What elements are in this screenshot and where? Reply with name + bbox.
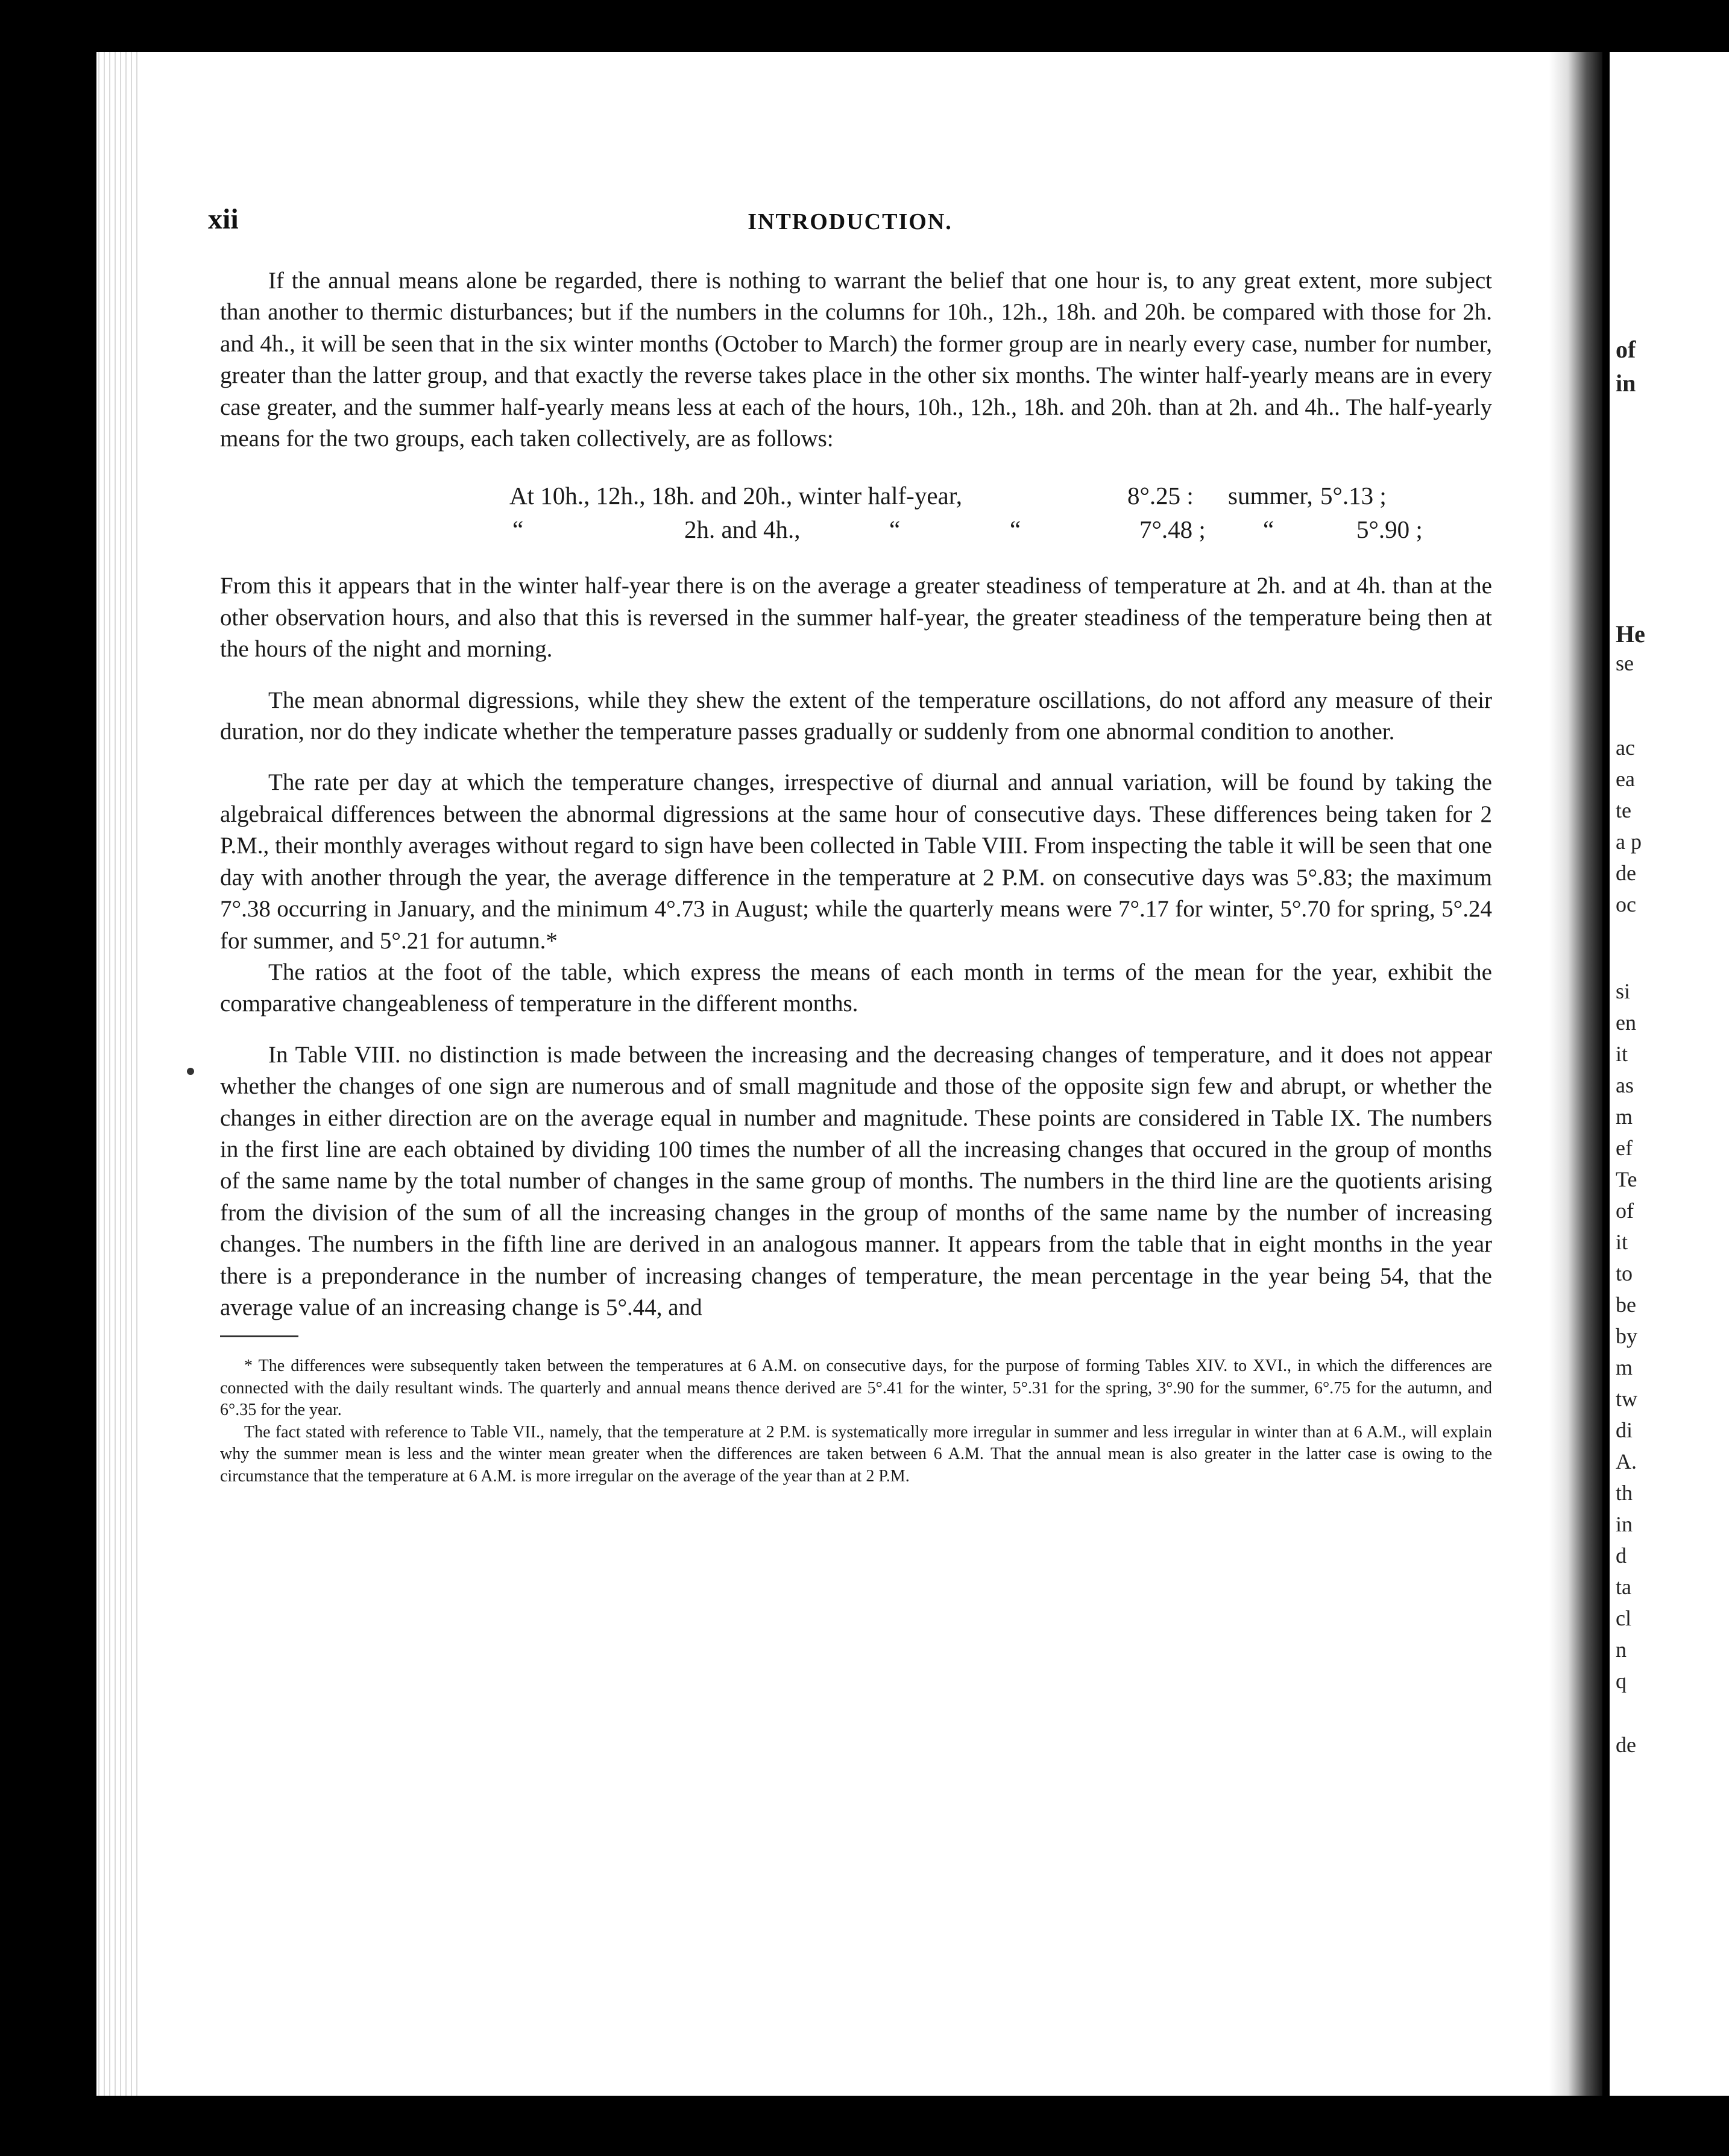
facing-fragment: be [1616, 1293, 1636, 1317]
facing-fragment: te [1616, 798, 1631, 822]
facing-fragment: di [1616, 1418, 1633, 1442]
facing-fragment: tw [1616, 1387, 1637, 1411]
formula-row-1-summer-label: summer, [1228, 482, 1313, 510]
facing-fragment: ef [1616, 1136, 1633, 1160]
facing-fragment: si [1616, 979, 1631, 1003]
facing-fragment: of [1616, 1199, 1634, 1223]
formula-row-2-summer: 5°.90 ; [1356, 515, 1423, 544]
facing-fragment: A. [1616, 1449, 1637, 1474]
paragraph-5: The ratios at the foot of the table, which express the means of each month in terms of the mean for the year, exhibit the comparative changeableness of temperature in the different months. [220, 959, 1492, 1017]
facing-fragment: ta [1616, 1575, 1631, 1599]
formula-row-1-winter: 8°.25 : [1127, 482, 1194, 510]
formula-row-2 [220, 512, 1492, 546]
facing-fragment: it [1616, 1042, 1628, 1066]
facing-fragment: en [1616, 1010, 1636, 1035]
formula-row-2-ditto: “ [512, 515, 524, 544]
facing-fragment: d [1616, 1543, 1627, 1568]
footnotes [220, 1355, 1492, 1487]
formula-row-2-lead: 2h. and 4h., [684, 515, 801, 544]
facing-fragment: to [1616, 1261, 1633, 1285]
footnote-rule [220, 1335, 298, 1337]
body-text [220, 265, 1492, 1487]
facing-fragment: Te [1616, 1167, 1637, 1191]
paragraph-4: The rate per day at which the temperature changes, irrespective of diurnal and annual variation, will be found by taking the algebraical differences between the abnormal digressions at the same hour of consecutive days. These differences being taken for 2 P.M., their monthly averages without regard to sign have been collected in Table VIII. From inspecting the table it will be seen that one day with another through the year, the average difference in the temperature at 2 P.M. on consecutive days was 5°.83; the maximum 7°.38 occurring in January, and the minimum 4°.73 in August; while the quarterly means were 7°.17 for winter, 5°.70 for spring, 5°.24 for summer, and 5°.21 for autumn.* [220, 769, 1492, 954]
facing-fragment: m [1616, 1105, 1633, 1129]
formula-row-1-summer: 5°.13 ; [1320, 482, 1387, 510]
page-header [208, 203, 1492, 245]
half-yearly-means [220, 479, 1492, 546]
facing-fragment: as [1616, 1073, 1634, 1097]
facing-fragment: ac [1616, 736, 1635, 760]
facing-fragment: m [1616, 1355, 1633, 1379]
facing-fragment: by [1616, 1324, 1637, 1348]
facing-fragment: He [1616, 620, 1645, 648]
formula-row-2-ditto: “ [889, 515, 901, 544]
stray-mark [187, 1068, 194, 1075]
facing-fragment: n [1616, 1637, 1627, 1662]
facing-fragment: th [1616, 1481, 1633, 1505]
facing-fragment: de [1616, 861, 1636, 885]
facing-fragment: ea [1616, 767, 1635, 791]
footnote-2: The fact stated with reference to Table VII., namely, that the temperature at 2 P.M. is systematically more irregular in summer and less irregular in winter than at 6 A.M., will explain why the summer mean is less and the winter mean greater when the differences are taken between 6 A.M. That the annual mean is also greater in the latter case is owing to the circumstance that the temperature at 6 A.M. is more irregular on the average of the year than at 2 P.M. [220, 1422, 1492, 1486]
facing-fragment: of [1616, 336, 1636, 363]
paragraph-3: The mean abnormal digressions, while they shew the extent of the temperature oscillations, do not afford any measure of their duration, nor do they indicate whether the temperature passes gradually or suddenly from one abnormal condition to another. [220, 687, 1492, 745]
paragraph-6: In Table VIII. no distinction is made between the increasing and the decreasing changes of temperature, and it does not appear whether the changes of one sign are numerous and of small magnitude and those of the opposite sign few and abrupt, or whether the changes in either direction are on the average equal in number and magnitude. These points are considered in Table IX. The numbers in the first line are each obtained by dividing 100 times the number of all the increasing changes that occured in the group of months of the same name by the total number of changes in the same group of months. The numbers in the third line are the quotients arising from the division of the sum of all the increasing changes in the group of months of the same name by the number of increasing changes. The numbers in the fifth line are derived in an analogous manner. It appears from the table that in eight months in the year there is a preponderance in the number of increasing changes of temperature, the mean percentage in the year being 54, that the average value of an increasing change is 5°.44, and [220, 1041, 1492, 1320]
facing-fragment: oc [1616, 892, 1636, 916]
page-number: xii [208, 203, 239, 235]
binding-gutter [1549, 52, 1602, 2096]
facing-fragment: de [1616, 1733, 1636, 1757]
paragraph-2: From this it appears that in the winter half-year there is on the average a greater steadiness of temperature at 2h. and at 4h. than at the other observation hours, and also that this is reversed in the summer half-year, the greater steadiness of the temperature being then at the hours of the night and morning. [220, 573, 1492, 663]
facing-fragment: cl [1616, 1606, 1631, 1630]
paragraph-1: If the annual means alone be regarded, there is nothing to warrant the belief that one hour is, to any great extent, more subject than another to thermic disturbances; but if the numbers in the columns for 10h., 12h., 18h. and 20h. be compared with those for 2h. and 4h., it will be seen that in the six winter months (October to March) the former group are in nearly every case, number for number, greater than the latter group, and that exactly the reverse takes place in the other six months. The winter half-yearly means are in every case greater, and the summer half-yearly means less at each of the hours, 10h., 12h., 18h. and 20h. than at 2h. and 4h.. The half-yearly means for the two groups, each taken collectively, are as follows: [220, 268, 1492, 452]
formula-row-2-ditto: “ [1010, 515, 1021, 544]
formula-row-2-ditto: “ [1263, 515, 1274, 544]
footnote-1: * The differences were subsequently taken between the temperatures at 6 A.M. on consecutive days, for the purpose of forming Tables XIV. to XVI., in which the differences are connected with the daily resultant winds. The quarterly and annual means thence derived are 5°.41 for the winter, 5°.31 for the spring, 3°.90 for the summer, 6°.75 for the autumn, and 6°.35 for the year. [220, 1357, 1492, 1420]
facing-fragment: in [1616, 370, 1636, 397]
facing-fragment: in [1616, 1512, 1633, 1536]
facing-fragment: a p [1616, 830, 1642, 854]
facing-fragment: it [1616, 1230, 1628, 1254]
formula-row-1-lead: At 10h., 12h., 18h. and 20h., winter half-year, [509, 482, 962, 510]
facing-fragment: q [1616, 1669, 1627, 1693]
formula-row-2-winter: 7°.48 ; [1139, 515, 1206, 544]
page-edges [96, 52, 139, 2096]
facing-page [1610, 52, 1729, 2096]
formula-row-1 [220, 479, 1492, 512]
running-head: INTRODUCTION. [748, 209, 953, 235]
facing-fragment: se [1616, 651, 1634, 675]
